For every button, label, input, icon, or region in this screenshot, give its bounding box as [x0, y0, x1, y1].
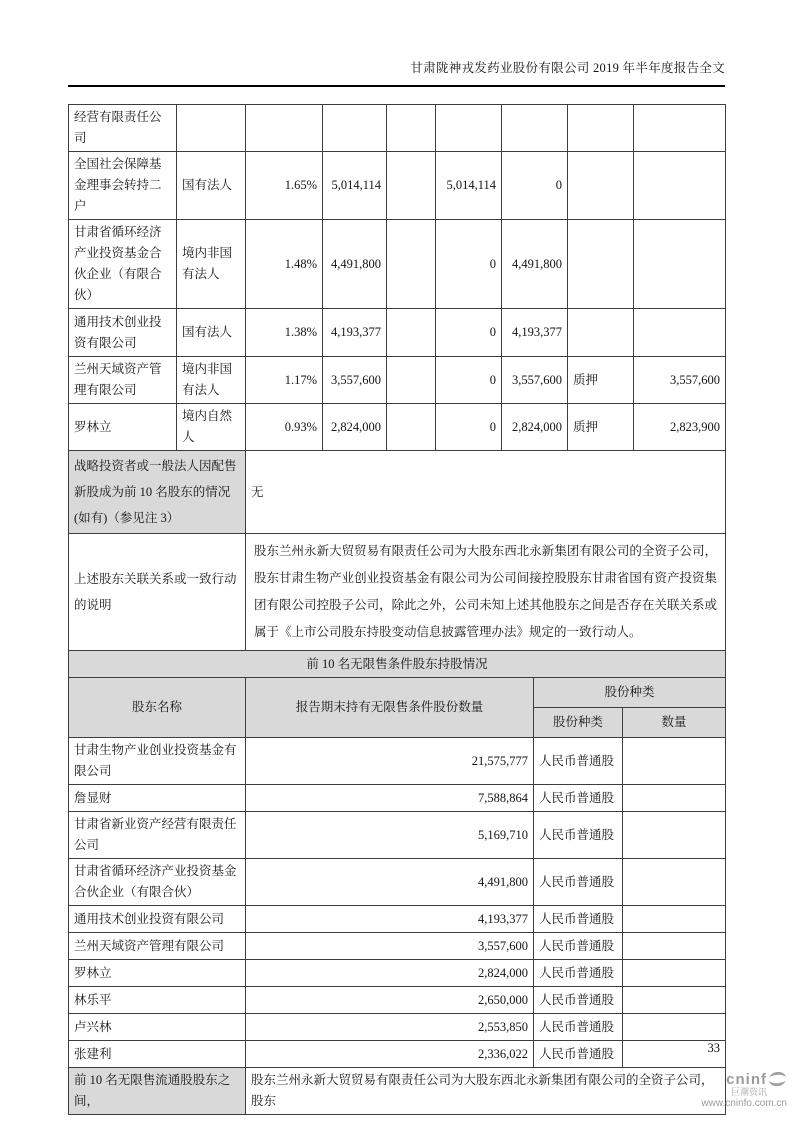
cell-amount — [623, 785, 726, 812]
cell-shareholder-name: 全国社会保障基金理事会转持二户 — [69, 152, 177, 220]
table-row — [69, 906, 726, 933]
top10-shareholders-table — [68, 104, 726, 651]
cell-pledge-status — [568, 152, 634, 220]
table-row — [69, 859, 726, 906]
cell-unrestricted-qty: 7,588,864 — [246, 785, 534, 812]
cninfo-url: www.cninfo.com.cn — [701, 1098, 787, 1109]
page-content — [68, 58, 725, 1115]
cell-restricted-shares: 0 — [436, 357, 502, 404]
cell-unrestricted-qty: 2,336,022 — [246, 1041, 534, 1068]
table-row — [69, 933, 726, 960]
cell-shareholder-name: 甘肃生物产业创业投资基金有限公司 — [69, 738, 246, 785]
cell-unrestricted-qty: 21,575,777 — [246, 738, 534, 785]
cell-shareholding-ratio: 1.38% — [246, 309, 323, 357]
cell-pledge-status — [568, 220, 634, 309]
cninfo-cn-name: 巨潮资讯 — [730, 1087, 767, 1097]
table-row — [69, 220, 726, 309]
cell-unrestricted-qty: 3,557,600 — [246, 933, 534, 960]
cell-change — [387, 152, 436, 220]
strategic-investor-label: 战略投资者或一般法人因配售新股成为前 10 名股东的情况(如有)（参见注 3） — [69, 451, 246, 534]
report-header-title: 甘肃陇神戎发药业股份有限公司 2019 年半年度报告全文 — [68, 58, 725, 87]
cell-shareholding-ratio: 1.17% — [246, 357, 323, 404]
page-number: 33 — [707, 1041, 720, 1055]
cell-share-class: 人民币普通股 — [534, 1041, 623, 1068]
cell-restricted-shares: 5,014,114 — [436, 152, 502, 220]
cell-pledge-qty: 2,823,900 — [634, 404, 726, 451]
cell-share-class: 人民币普通股 — [534, 960, 623, 987]
header-amount: 数量 — [623, 708, 726, 738]
section-title-row — [69, 651, 726, 678]
table-row — [69, 1041, 726, 1068]
relation-note-label: 上述股东关联关系或一致行动的说明 — [69, 534, 246, 651]
cell-share-class: 人民币普通股 — [534, 812, 623, 859]
relation-note-value: 股东兰州永新大贸贸易有限责任公司为大股东西北永新集团有限公司的全资子公司，股东甘肃生物产业创业投资基金有限公司为公司间接控股股东甘肃省国有资产投资集团有限公司控股子公司，除此之外，公司未知上述其他股东之间是否存在关联关系或属于《上市公司股东持股变动信息披露管理办法》规定的一致行动人。 — [246, 534, 726, 651]
cell-change — [387, 220, 436, 309]
cell-change — [387, 357, 436, 404]
cell-unrestricted-qty: 5,169,710 — [246, 812, 534, 859]
cell-shareholder-name: 兰州天域资产管理有限公司 — [69, 933, 246, 960]
cell-unrestricted-qty: 4,491,800 — [246, 859, 534, 906]
cell-shareholder-nature: 境内非国有法人 — [177, 220, 246, 309]
table-footer-row — [69, 1068, 726, 1115]
cell-shareholder-name: 通用技术创业投资有限公司 — [69, 906, 246, 933]
relation-note-row — [69, 534, 726, 651]
cell-shareholder-nature — [177, 105, 246, 152]
cell-unrestricted-shares — [502, 105, 568, 152]
header-share-class: 股份种类 — [534, 708, 623, 738]
cell-shareholder-name: 卢兴林 — [69, 1014, 246, 1041]
cell-amount — [623, 960, 726, 987]
cell-share-class: 人民币普通股 — [534, 906, 623, 933]
cell-unrestricted-qty: 4,193,377 — [246, 906, 534, 933]
strategic-investor-row — [69, 451, 726, 534]
cell-amount — [623, 1014, 726, 1041]
cell-change — [387, 105, 436, 152]
cell-share-class: 人民币普通股 — [534, 859, 623, 906]
footer-note-value: 股东兰州永新大贸贸易有限责任公司为大股东西北永新集团有限公司的全资子公司，股东 — [246, 1068, 726, 1115]
cninfo-swirl-icon — [767, 1071, 787, 1088]
cell-amount — [623, 812, 726, 859]
table-row — [69, 987, 726, 1014]
cell-unrestricted-qty: 2,553,850 — [246, 1014, 534, 1041]
header-share-class-group: 股份种类 — [534, 678, 726, 708]
table-row — [69, 105, 726, 152]
cell-pledge-qty — [634, 309, 726, 357]
table-row — [69, 152, 726, 220]
table-row — [69, 404, 726, 451]
cell-unrestricted-qty: 2,824,000 — [246, 960, 534, 987]
cell-share-class: 人民币普通股 — [534, 987, 623, 1014]
cell-shareholder-name: 甘肃省新业资产经营有限责任公司 — [69, 812, 246, 859]
cell-pledge-status — [568, 309, 634, 357]
section-title: 前 10 名无限售条件股东持股情况 — [69, 651, 726, 678]
table-row — [69, 309, 726, 357]
cell-shareholder-name: 兰州天域资产管理有限公司 — [69, 357, 177, 404]
cell-shareholding-ratio: 1.65% — [246, 152, 323, 220]
cninfo-brand-row — [701, 1071, 787, 1087]
cell-unrestricted-shares: 3,557,600 — [502, 357, 568, 404]
header-shareholder-name: 股东名称 — [69, 678, 246, 738]
header-unrestricted-qty: 报告期末持有无限售条件股份数量 — [246, 678, 534, 738]
cell-shareholder-nature: 国有法人 — [177, 309, 246, 357]
cell-shareholding-ratio: 0.93% — [246, 404, 323, 451]
cell-unrestricted-shares: 4,193,377 — [502, 309, 568, 357]
cell-restricted-shares — [436, 105, 502, 152]
cell-share-class: 人民币普通股 — [534, 738, 623, 785]
cell-shares-held: 2,824,000 — [323, 404, 387, 451]
table-row — [69, 960, 726, 987]
cell-shareholder-name: 甘肃省循环经济产业投资基金合伙企业（有限合伙） — [69, 859, 246, 906]
cell-pledge-qty — [634, 220, 726, 309]
table-row — [69, 812, 726, 859]
cninfo-brand-text: cninf — [726, 1071, 767, 1088]
cell-shareholder-name: 张建利 — [69, 1041, 246, 1068]
table-row — [69, 738, 726, 785]
cell-shareholder-nature: 境内非国有法人 — [177, 357, 246, 404]
cell-amount — [623, 859, 726, 906]
cell-pledge-status: 质押 — [568, 357, 634, 404]
cell-restricted-shares: 0 — [436, 309, 502, 357]
cell-unrestricted-shares: 2,824,000 — [502, 404, 568, 451]
table-row — [69, 1014, 726, 1041]
cell-shareholder-name: 经营有限责任公司 — [69, 105, 177, 152]
cell-pledge-qty — [634, 152, 726, 220]
cell-shareholder-nature: 国有法人 — [177, 152, 246, 220]
cell-pledge-qty: 3,557,600 — [634, 357, 726, 404]
cell-pledge-status: 质押 — [568, 404, 634, 451]
footer-note-label: 前 10 名无限售流通股股东之间， — [69, 1068, 246, 1115]
cell-shares-held: 4,193,377 — [323, 309, 387, 357]
strategic-investor-value: 无 — [246, 451, 726, 534]
cell-shares-held — [323, 105, 387, 152]
cell-amount — [623, 933, 726, 960]
cell-shareholder-name: 通用技术创业投资有限公司 — [69, 309, 177, 357]
cell-shares-held: 4,491,800 — [323, 220, 387, 309]
cell-unrestricted-qty: 2,650,000 — [246, 987, 534, 1014]
cell-unrestricted-shares: 4,491,800 — [502, 220, 568, 309]
cell-shareholding-ratio: 1.48% — [246, 220, 323, 309]
cell-amount — [623, 738, 726, 785]
cell-unrestricted-shares: 0 — [502, 152, 568, 220]
cell-change — [387, 404, 436, 451]
table-row — [69, 785, 726, 812]
cell-shareholder-name: 詹显财 — [69, 785, 246, 812]
cell-share-class: 人民币普通股 — [534, 1014, 623, 1041]
unrestricted-shareholders-table — [68, 650, 726, 1115]
table-row — [69, 357, 726, 404]
cell-shares-held: 3,557,600 — [323, 357, 387, 404]
cell-share-class: 人民币普通股 — [534, 933, 623, 960]
cell-share-class: 人民币普通股 — [534, 785, 623, 812]
cell-shareholder-name: 甘肃省循环经济产业投资基金合伙企业（有限合伙） — [69, 220, 177, 309]
cell-shareholder-name: 林乐平 — [69, 987, 246, 1014]
cell-change — [387, 309, 436, 357]
cninfo-watermark — [701, 1071, 787, 1110]
table-header-row — [69, 678, 726, 708]
cell-shares-held: 5,014,114 — [323, 152, 387, 220]
cell-shareholder-name: 罗林立 — [69, 960, 246, 987]
cell-amount — [623, 987, 726, 1014]
cell-pledge-qty — [634, 105, 726, 152]
cell-shareholder-name: 罗林立 — [69, 404, 177, 451]
cell-shareholding-ratio — [246, 105, 323, 152]
cell-pledge-status — [568, 105, 634, 152]
cell-restricted-shares: 0 — [436, 220, 502, 309]
cell-restricted-shares: 0 — [436, 404, 502, 451]
cell-amount — [623, 906, 726, 933]
cell-shareholder-nature: 境内自然人 — [177, 404, 246, 451]
